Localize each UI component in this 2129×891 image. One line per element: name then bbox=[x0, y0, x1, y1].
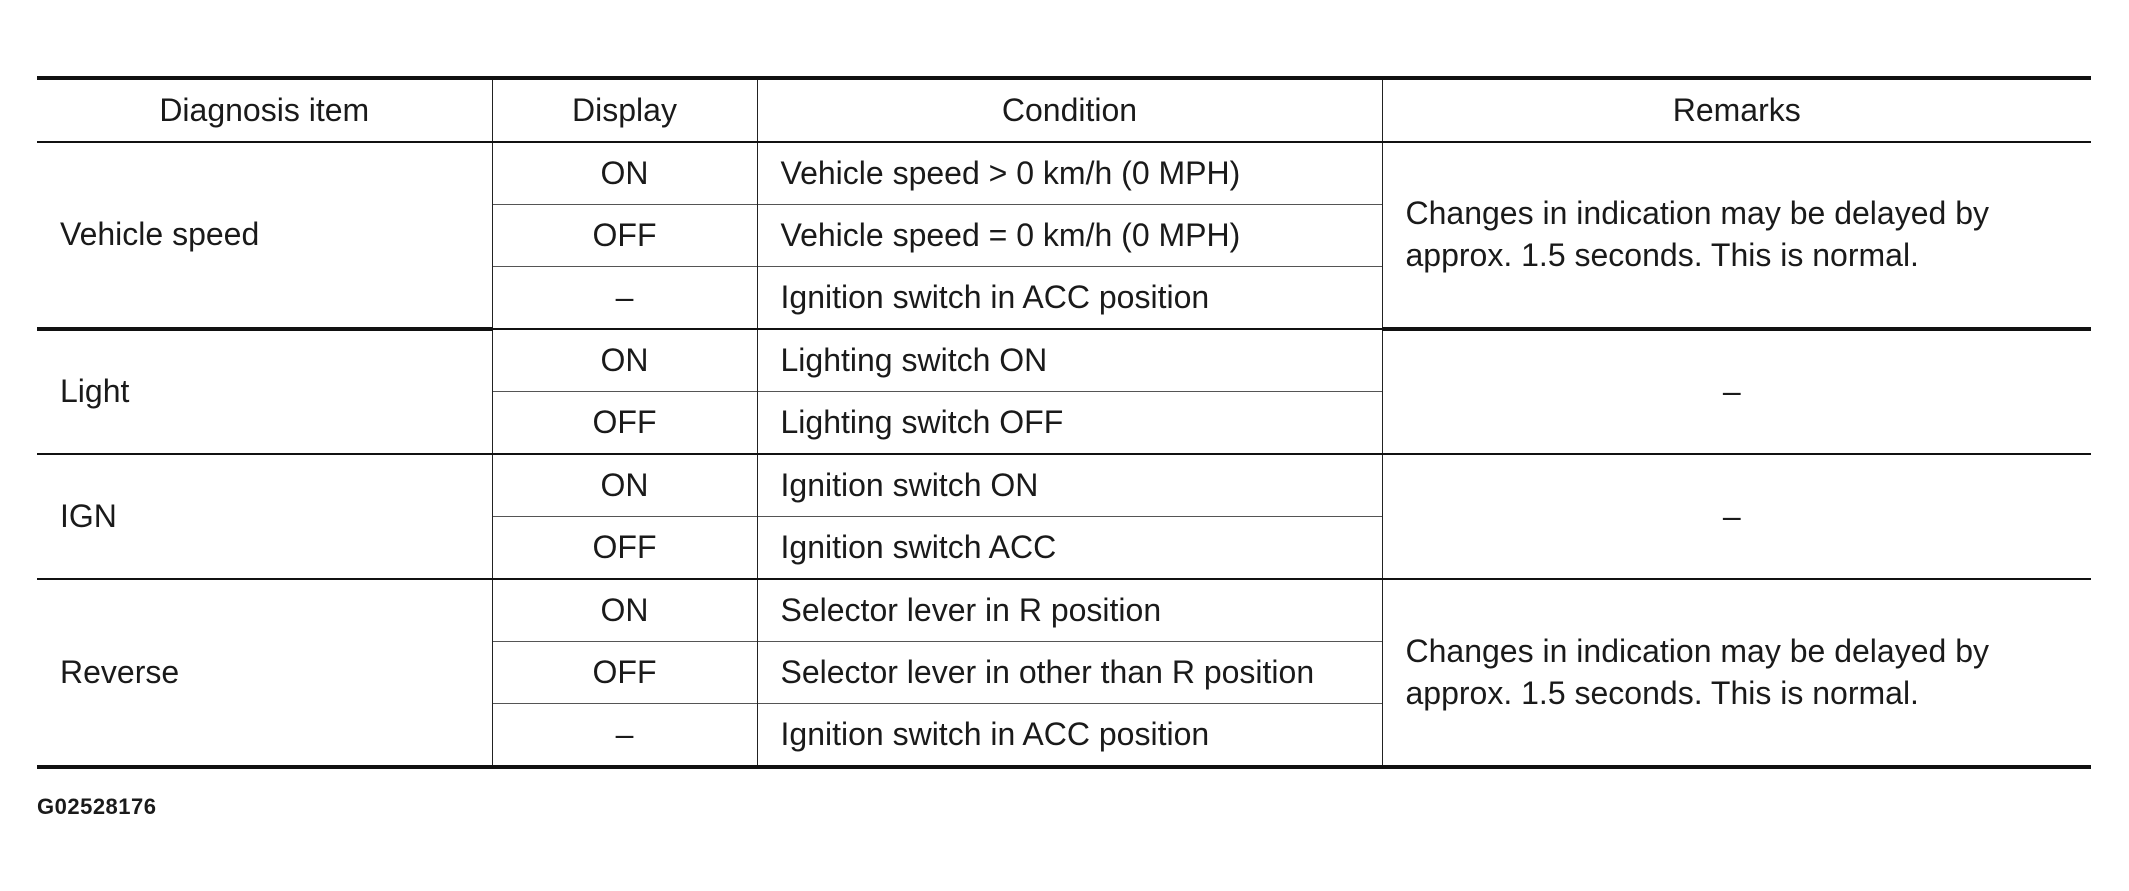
figure-id: G02528176 bbox=[37, 794, 157, 819]
display-cell: OFF bbox=[492, 392, 757, 455]
display-cell: ON bbox=[492, 329, 757, 392]
remarks-cell: Changes in indication may be delayed by approx. 1.5 seconds. This is normal. bbox=[1382, 142, 2091, 329]
header-remarks: Remarks bbox=[1382, 78, 2091, 142]
table-row bbox=[37, 579, 2091, 642]
condition-cell: Ignition switch ON bbox=[757, 454, 1382, 517]
diagnosis-item-cell: Light bbox=[37, 329, 492, 454]
condition-cell: Lighting switch ON bbox=[757, 329, 1382, 392]
condition-cell: Ignition switch ACC bbox=[757, 517, 1382, 580]
condition-cell: Ignition switch in ACC position bbox=[757, 704, 1382, 768]
display-cell: – bbox=[492, 704, 757, 768]
remarks-cell: – bbox=[1382, 454, 2091, 579]
condition-cell: Selector lever in R position bbox=[757, 579, 1382, 642]
remarks-cell: Changes in indication may be delayed by approx. 1.5 seconds. This is normal. bbox=[1382, 579, 2091, 767]
display-cell: ON bbox=[492, 454, 757, 517]
condition-cell: Lighting switch OFF bbox=[757, 392, 1382, 455]
display-cell: ON bbox=[492, 579, 757, 642]
condition-cell: Vehicle speed = 0 km/h (0 MPH) bbox=[757, 205, 1382, 267]
header-row bbox=[37, 78, 2091, 142]
display-cell: OFF bbox=[492, 642, 757, 704]
display-cell: OFF bbox=[492, 517, 757, 580]
table-row bbox=[37, 142, 2091, 205]
display-cell: OFF bbox=[492, 205, 757, 267]
remarks-cell: – bbox=[1382, 329, 2091, 454]
display-cell: – bbox=[492, 267, 757, 330]
table-row bbox=[37, 329, 2091, 392]
condition-cell: Selector lever in other than R position bbox=[757, 642, 1382, 704]
header-display: Display bbox=[492, 78, 757, 142]
condition-cell: Vehicle speed > 0 km/h (0 MPH) bbox=[757, 142, 1382, 205]
display-cell: ON bbox=[492, 142, 757, 205]
diagnosis-item-cell: Vehicle speed bbox=[37, 142, 492, 329]
diagnosis-item-cell: IGN bbox=[37, 454, 492, 579]
table-row bbox=[37, 454, 2091, 517]
diagnosis-table bbox=[37, 76, 2091, 769]
header-condition: Condition bbox=[757, 78, 1382, 142]
diagnosis-item-cell: Reverse bbox=[37, 579, 492, 767]
header-diagnosis-item: Diagnosis item bbox=[37, 78, 492, 142]
condition-cell: Ignition switch in ACC position bbox=[757, 267, 1382, 330]
